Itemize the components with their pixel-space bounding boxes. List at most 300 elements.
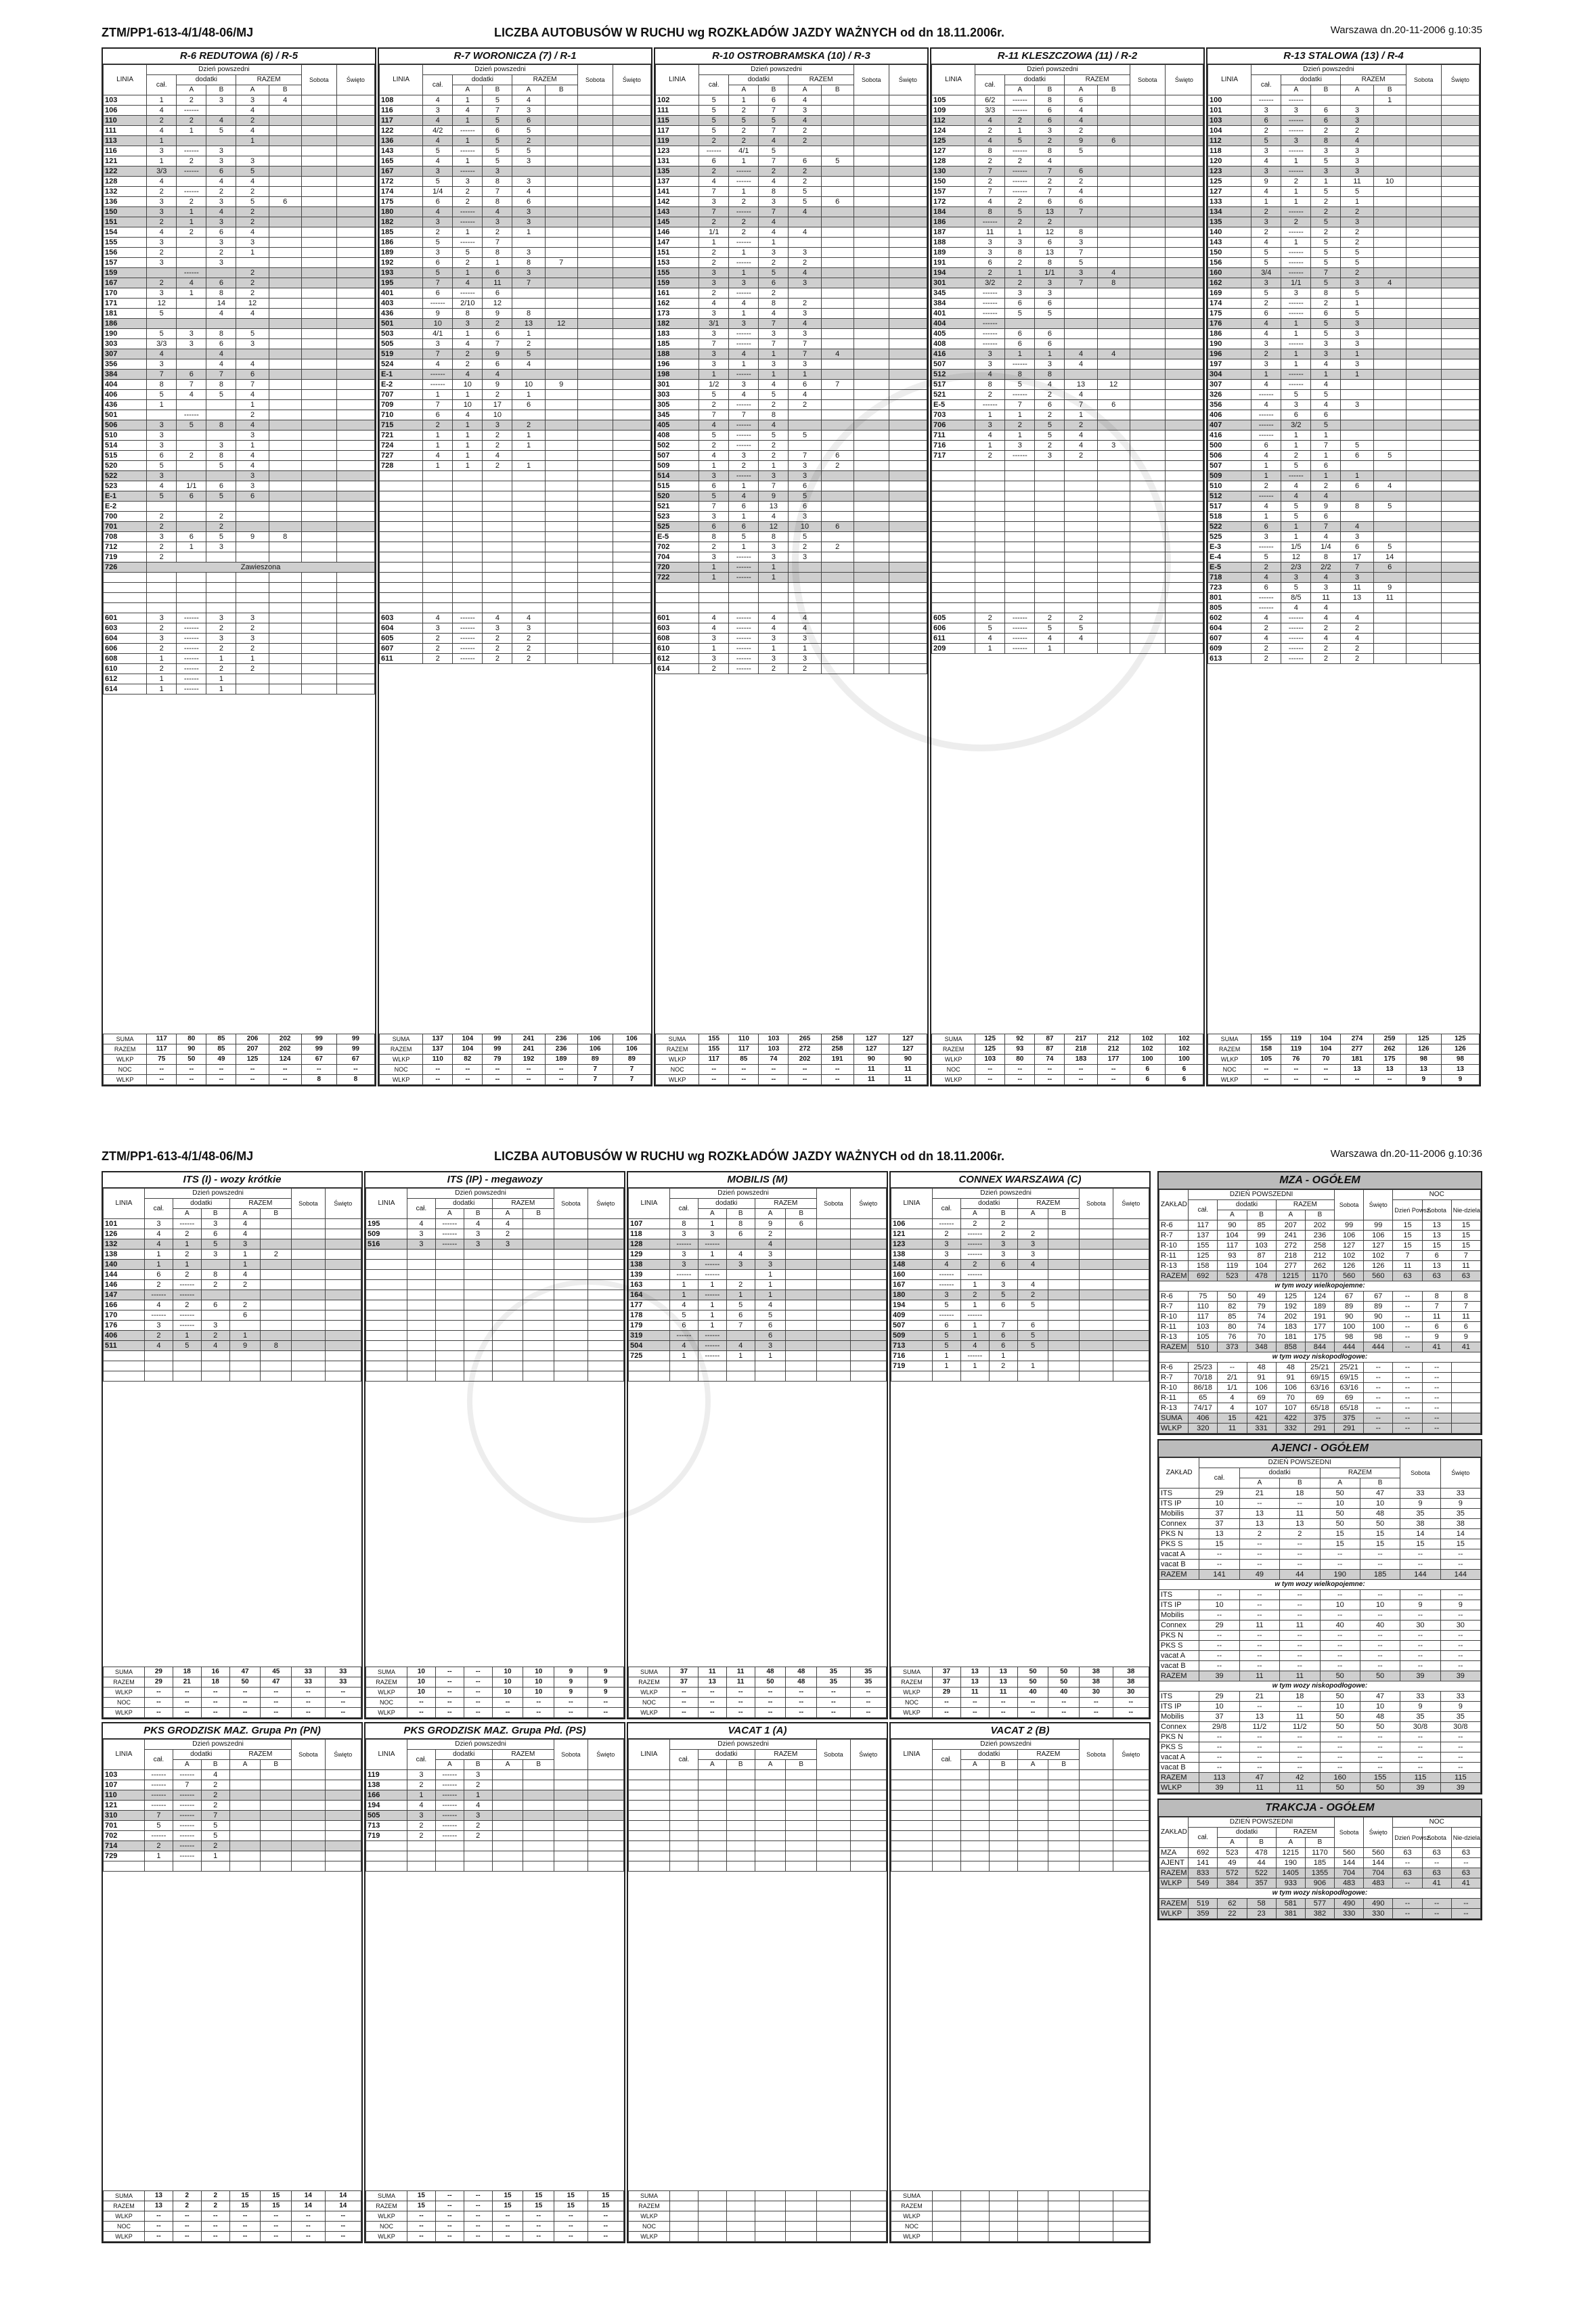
sum-value: 79: [483, 1055, 512, 1065]
sum-value: 50: [177, 1055, 206, 1065]
cell-value: [613, 248, 650, 258]
cell-value: [1441, 136, 1479, 146]
line-number: 729: [104, 1851, 145, 1861]
sum-label: WLKP: [1208, 1075, 1251, 1085]
table-row: [104, 177, 375, 187]
summary-value: 110: [1189, 1302, 1218, 1312]
cell-empty: [483, 603, 512, 613]
cell-value: 2: [201, 1780, 229, 1790]
cell-empty: [1165, 502, 1203, 512]
cell-empty: [1080, 1841, 1113, 1851]
cell-value: 1: [512, 461, 545, 471]
cell-value: 4: [1017, 1260, 1048, 1270]
cell-value: 4: [975, 370, 1005, 380]
cell-value: [325, 1331, 361, 1341]
summary-value: 381: [1276, 1909, 1305, 1919]
empty-row: [380, 522, 651, 532]
summary-value: 9: [1451, 1332, 1480, 1342]
table-row: [1208, 238, 1480, 248]
cell-value: [261, 1331, 292, 1341]
cell-value: [1406, 268, 1441, 278]
cell-value: [292, 1219, 326, 1229]
cell-value: 2: [173, 1250, 201, 1260]
line-number: 608: [656, 634, 699, 644]
cell-value: 6: [989, 1331, 1017, 1341]
cell-value: [1441, 288, 1479, 299]
cell-value: 2: [1035, 136, 1065, 146]
cell-empty: [453, 502, 483, 512]
cell-value: 1: [1341, 197, 1373, 207]
cell-value: [336, 339, 374, 349]
cell-value: [269, 441, 301, 451]
cell-empty: [891, 1811, 933, 1821]
cell-value: [854, 227, 889, 238]
watermark-stamp: [792, 372, 1171, 751]
cell-value: [854, 329, 889, 339]
cell-value: 1: [147, 654, 177, 664]
table-row: [1208, 542, 1480, 552]
cell-value: [577, 431, 613, 441]
cell-empty: [261, 1361, 292, 1371]
sum-label: RAZEM: [104, 2201, 145, 2211]
table-row: [380, 309, 651, 319]
sum-label: WLKP: [629, 2232, 670, 2242]
line-number: 193: [380, 268, 423, 278]
line-number: 509: [891, 1331, 933, 1341]
cell-value: 6: [789, 481, 821, 491]
cell-value: 1: [729, 542, 759, 552]
line-number: 130: [932, 167, 975, 177]
cell-value: [850, 1270, 886, 1280]
cell-value: 3: [453, 319, 483, 329]
header-row: [104, 1740, 361, 1750]
line-number: 406: [1208, 410, 1251, 420]
summary-value: 1355: [1305, 1868, 1334, 1878]
document-title: LICZBA AUTOBUSÓW W RUCHU wg ROZKŁADÓW JAZDY WAŻNYCH od dn 18.11.2006r.: [494, 26, 1005, 39]
cell-empty: [850, 1811, 886, 1821]
cell-value: 3: [147, 359, 177, 370]
summary-value: --: [1393, 1424, 1422, 1434]
sum-value: --: [269, 1065, 301, 1075]
cell-value: 7: [1065, 278, 1097, 288]
cell-empty: [1165, 471, 1203, 481]
header-dzien: Dzień powszedni: [699, 65, 854, 75]
cell-value: 4: [236, 309, 269, 319]
cell-empty: [380, 563, 423, 573]
cell-value: 4: [1065, 106, 1097, 116]
cell-empty: [1165, 522, 1203, 532]
line-number: 122: [380, 126, 423, 136]
cell-value: 1: [759, 644, 789, 654]
table-row: [629, 1260, 887, 1270]
cell-empty: [891, 1790, 933, 1801]
cell-value: [201, 1310, 229, 1321]
line-number: 304: [1208, 370, 1251, 380]
cell-empty: [817, 1831, 851, 1841]
sum-row: [104, 1034, 375, 1044]
cell-value: 10: [483, 410, 512, 420]
cell-empty: [726, 1811, 755, 1821]
cell-value: 4: [483, 207, 512, 217]
cell-empty: [577, 563, 613, 573]
cell-value: 8: [1035, 95, 1065, 106]
header-ab: B: [545, 85, 577, 95]
cell-value: 3: [144, 1321, 173, 1331]
cell-value: ------: [177, 644, 206, 654]
cell-value: [177, 319, 206, 329]
cell-empty: [545, 512, 577, 522]
sum-label: WLKP: [366, 2232, 407, 2242]
summary-value: --: [1239, 1732, 1279, 1742]
line-number: 184: [932, 207, 975, 217]
header-razem: RAZEM: [492, 1750, 554, 1760]
summary-value: --: [1400, 1610, 1440, 1620]
header-ab: B: [201, 1760, 229, 1770]
cell-value: 2: [173, 1270, 201, 1280]
line-number: 713: [366, 1821, 407, 1831]
cell-value: [177, 461, 206, 471]
summary-value: 69/15: [1335, 1373, 1364, 1383]
cell-empty: [1165, 481, 1203, 491]
header-dodatki: dodatki: [698, 1750, 755, 1760]
header-ab: A: [1017, 1760, 1048, 1770]
cell-value: [854, 359, 889, 370]
cell-value: [336, 431, 374, 441]
cell-value: ------: [173, 1280, 201, 1290]
cell-value: [301, 552, 336, 563]
line-number: 610: [656, 644, 699, 654]
line-number: 123: [1208, 167, 1251, 177]
cell-empty: [325, 1361, 361, 1371]
cell-empty: [989, 1371, 1017, 1382]
sum-value: 15: [229, 2191, 261, 2201]
summary-value: 91: [1247, 1373, 1276, 1383]
header-linia: LINIA: [656, 65, 699, 95]
cell-value: 1: [975, 644, 1005, 654]
sum-value: --: [261, 1708, 292, 1718]
cell-value: [889, 95, 927, 106]
table-row: [656, 95, 927, 106]
cell-value: [336, 309, 374, 319]
cell-value: 4: [407, 1801, 435, 1811]
summary-value: 572: [1218, 1868, 1247, 1878]
cell-value: 4: [699, 451, 729, 461]
line-number: E-3: [1208, 542, 1251, 552]
sum-value: --: [755, 1688, 786, 1698]
cell-value: [301, 207, 336, 217]
sum-row: [104, 1065, 375, 1075]
table-row: [629, 1270, 887, 1280]
cell-empty: [380, 542, 423, 552]
cell-value: ------: [423, 380, 453, 390]
cell-value: 1: [1311, 177, 1341, 187]
cell-value: [577, 197, 613, 207]
sum-value: --: [554, 1698, 588, 1708]
cell-empty: [435, 1310, 464, 1321]
summary-value: 65/18: [1335, 1403, 1364, 1413]
summary-value: 137: [1189, 1231, 1218, 1241]
cell-value: 3: [236, 634, 269, 644]
summary-value: --: [1393, 1858, 1422, 1868]
cell-value: [545, 288, 577, 299]
sum-value: 40: [1017, 1688, 1048, 1698]
cell-empty: [104, 1861, 145, 1872]
header-swieto: Święto: [325, 1189, 361, 1219]
empty-row: [629, 1790, 887, 1801]
cell-value: 1: [932, 1361, 960, 1371]
table-row: [104, 238, 375, 248]
cell-value: [1165, 136, 1203, 146]
cell-value: [545, 278, 577, 288]
cell-value: 1: [698, 1300, 726, 1310]
cell-empty: [960, 1841, 989, 1851]
cell-value: [1441, 410, 1479, 420]
cell-empty: [786, 1801, 817, 1811]
line-number: 156: [1208, 258, 1251, 268]
cell-empty: [850, 1801, 886, 1811]
cell-value: [554, 1831, 588, 1841]
cell-empty: [512, 491, 545, 502]
cell-value: [1373, 288, 1406, 299]
table-row: [366, 1229, 624, 1239]
header-swieto: Święto: [336, 65, 374, 95]
cell-value: 2: [1035, 217, 1065, 227]
sum-value: --: [1017, 1698, 1048, 1708]
cell-value: ------: [729, 370, 759, 380]
summary-value: 175: [1305, 1332, 1334, 1342]
cell-value: 2: [1341, 207, 1373, 217]
line-number: 143: [1208, 238, 1251, 248]
cell-value: [269, 552, 301, 563]
sum-value: 158: [1251, 1044, 1281, 1055]
cell-value: 3: [423, 339, 453, 349]
table-row: [104, 95, 375, 106]
cell-value: [261, 1290, 292, 1300]
summary-value: 2: [1239, 1529, 1279, 1539]
cell-value: 5: [1251, 248, 1281, 258]
cell-value: 5: [423, 238, 453, 248]
cell-value: [854, 268, 889, 278]
cell-value: [301, 309, 336, 319]
line-number: 512: [932, 370, 975, 380]
cell-value: 4: [729, 299, 759, 309]
cell-value: [889, 207, 927, 217]
cell-value: [1097, 370, 1130, 380]
summary-value: 9: [1440, 1499, 1480, 1509]
sum-value: --: [850, 1698, 886, 1708]
cell-value: [854, 207, 889, 217]
header-noc-col: Nie-dziela: [1451, 1200, 1480, 1220]
cell-value: 6: [269, 197, 301, 207]
sum-value: 29: [144, 1667, 173, 1677]
sum-label: NOC: [366, 1698, 407, 1708]
summary-value: 933: [1276, 1878, 1305, 1889]
cell-value: 1: [512, 227, 545, 238]
cell-value: [1130, 319, 1165, 329]
cell-empty: [613, 512, 650, 522]
sum-value: 103: [759, 1034, 789, 1044]
cell-value: 5: [423, 146, 453, 156]
cell-value: 2: [483, 461, 512, 471]
cell-value: [889, 197, 927, 207]
cell-value: [613, 441, 650, 451]
summary-value: --: [1280, 1600, 1320, 1610]
cell-value: 3: [407, 1239, 435, 1250]
cell-value: [301, 136, 336, 146]
sum-value: --: [173, 2232, 201, 2242]
cell-value: 2: [1005, 420, 1035, 431]
cell-value: 5: [1373, 451, 1406, 461]
cell-value: [1097, 309, 1130, 319]
table-row: [656, 106, 927, 116]
cell-value: 2: [699, 217, 729, 227]
cell-value: [1373, 268, 1406, 278]
cell-value: 7: [759, 156, 789, 167]
table-row: [1208, 299, 1480, 309]
cell-value: 2: [1035, 410, 1065, 420]
sum-row: [366, 2211, 624, 2222]
cell-value: 1: [932, 1351, 960, 1361]
cell-value: [1441, 309, 1479, 319]
sum-row: [891, 2232, 1149, 2242]
cell-empty: [366, 1250, 407, 1260]
sum-value: --: [147, 1075, 177, 1085]
line-number: 115: [656, 116, 699, 126]
cell-value: 3: [206, 542, 236, 552]
summary-value: 113: [1199, 1773, 1239, 1783]
summary-value: 50: [1320, 1712, 1360, 1722]
cell-value: 4: [789, 623, 821, 634]
cell-value: 3: [1065, 268, 1097, 278]
cell-value: 1: [759, 238, 789, 248]
cell-value: 4: [699, 177, 729, 187]
sum-value: 45: [261, 1667, 292, 1677]
summary-value: 58: [1247, 1899, 1276, 1909]
depot-block: [1206, 47, 1481, 1086]
cell-value: 4: [759, 420, 789, 431]
empty-row: [891, 1770, 1149, 1780]
cell-value: 4: [1251, 502, 1281, 512]
cell-empty: [1048, 1371, 1080, 1382]
cell-value: 2: [147, 217, 177, 227]
cell-value: 5: [206, 390, 236, 400]
cell-empty: [301, 593, 336, 603]
cell-value: 1: [960, 1321, 989, 1331]
summary-value: 39: [1199, 1671, 1239, 1681]
cell-value: [1441, 95, 1479, 106]
cell-value: 2: [147, 664, 177, 674]
table-row: [1208, 207, 1480, 217]
table-row: [656, 177, 927, 187]
cell-value: 3: [147, 258, 177, 268]
cell-value: 3: [1311, 583, 1341, 593]
cell-value: [206, 319, 236, 329]
cell-value: 5: [699, 106, 729, 116]
cell-value: [1165, 380, 1203, 390]
cell-empty: [588, 1861, 623, 1872]
line-number: 416: [1208, 431, 1251, 441]
cell-value: 1: [960, 1361, 989, 1371]
table-row: [380, 177, 651, 187]
cell-value: [325, 1770, 361, 1780]
table-row: [1208, 126, 1480, 136]
sum-value: 202: [269, 1044, 301, 1055]
header-cal: cał.: [144, 1199, 173, 1219]
summary-value: 522: [1247, 1868, 1276, 1878]
line-number: 151: [104, 217, 147, 227]
cell-value: [577, 349, 613, 359]
summary-row: [1159, 1373, 1481, 1383]
cell-value: [889, 106, 927, 116]
sum-label: WLKP: [1208, 1055, 1251, 1065]
line-number: 405: [656, 420, 699, 431]
block-table: [891, 1188, 1149, 1382]
cell-value: 2: [1035, 390, 1065, 400]
cell-value: 3: [1341, 167, 1373, 177]
cell-value: [292, 1250, 326, 1260]
summary-value: 577: [1305, 1899, 1334, 1909]
table-row: [932, 116, 1203, 126]
cell-value: ------: [729, 167, 759, 177]
sum-value: 265: [789, 1034, 821, 1044]
cell-value: [261, 1831, 292, 1841]
cell-empty: [512, 481, 545, 491]
cell-value: 2: [1017, 1229, 1048, 1239]
summary-value: 91: [1276, 1373, 1305, 1383]
summary-value: 13: [1239, 1712, 1279, 1722]
summary-value: 79: [1247, 1302, 1276, 1312]
sum-value: 117: [147, 1044, 177, 1055]
sum-value: --: [229, 1708, 261, 1718]
cell-value: 5: [729, 532, 759, 542]
cell-empty: [483, 522, 512, 532]
line-number: 724: [380, 441, 423, 451]
sum-value: --: [201, 1708, 229, 1718]
line-number: 725: [629, 1351, 670, 1361]
cell-value: 6: [821, 197, 854, 207]
cell-value: 5: [206, 491, 236, 502]
line-number: 405: [932, 329, 975, 339]
cell-value: 5: [1281, 512, 1311, 522]
header-razem: RAZEM: [755, 1750, 816, 1760]
cell-value: 5: [1341, 441, 1373, 451]
cell-value: 4: [1017, 1280, 1048, 1290]
cell-value: 3: [512, 106, 545, 116]
cell-empty: [423, 542, 453, 552]
cell-value: 6: [759, 278, 789, 288]
cell-empty: [1165, 583, 1203, 593]
cell-value: 2: [147, 278, 177, 288]
sum-label: NOC: [380, 1065, 423, 1075]
summary-value: 1215: [1276, 1271, 1305, 1281]
summary-value: 63: [1393, 1848, 1422, 1858]
empty-row: [366, 1851, 624, 1861]
table-row: [104, 1310, 361, 1321]
cell-value: [613, 654, 650, 664]
summary-value: 18: [1280, 1692, 1320, 1702]
cell-empty: [407, 1351, 435, 1361]
header-ab: A: [755, 1209, 786, 1219]
cell-value: [613, 410, 650, 420]
line-number: 167: [104, 278, 147, 288]
sum-table: [103, 2190, 361, 2242]
header-dodatki: dodatki: [435, 1750, 492, 1760]
cell-value: 1: [453, 431, 483, 441]
cell-value: 4: [464, 1801, 492, 1811]
cell-value: 3: [1341, 146, 1373, 156]
header-linia: LINIA: [629, 1189, 670, 1219]
cell-value: 4: [423, 116, 453, 126]
